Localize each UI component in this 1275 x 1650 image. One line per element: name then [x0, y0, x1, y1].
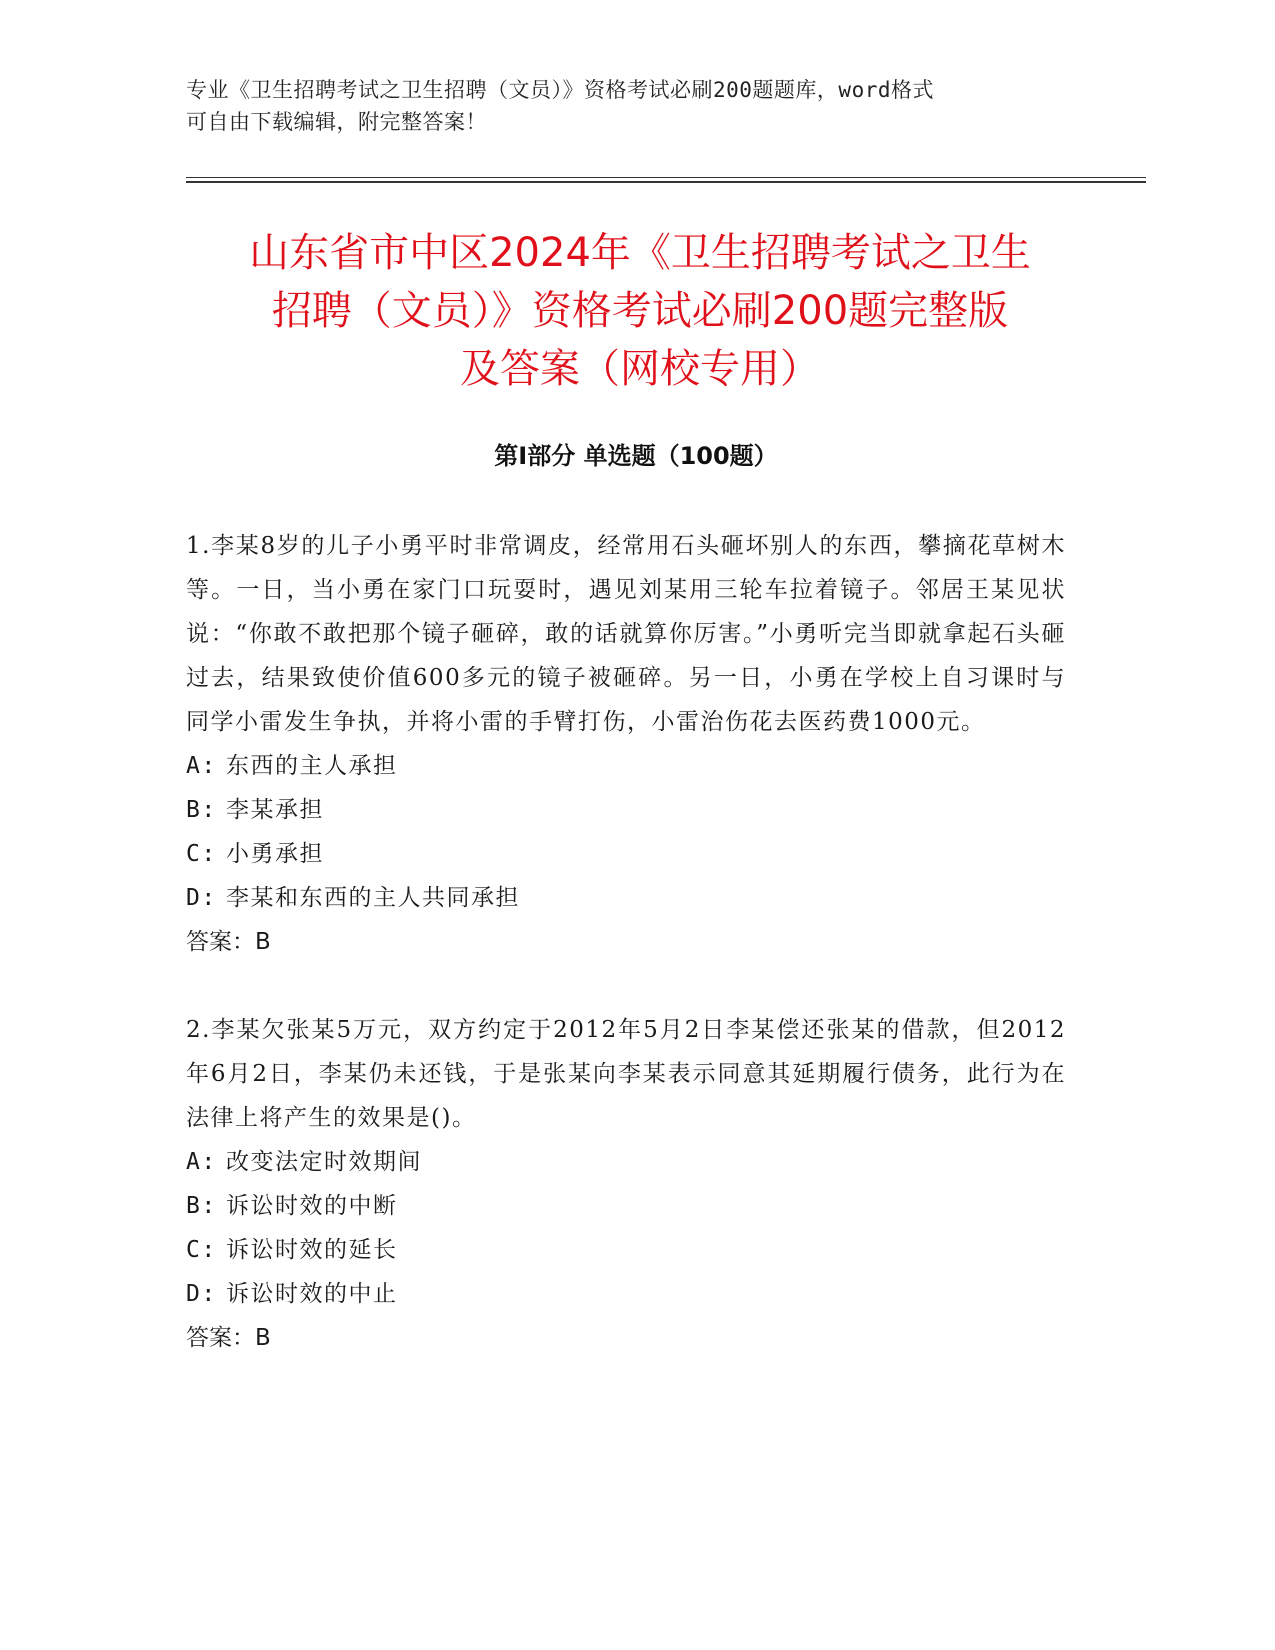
option-a: [186, 744, 1066, 788]
option-d: [186, 876, 1066, 920]
option-text: 李某和东西的主人共同承担: [226, 885, 520, 911]
answer-line: 答案：B: [186, 929, 271, 955]
option-key: D:: [186, 1281, 217, 1307]
answer-line: 答案：B: [186, 1325, 271, 1351]
header-rule-thick: [186, 181, 1146, 183]
option-text: 改变法定时效期间: [226, 1149, 422, 1175]
option-text: 诉讼时效的中断: [226, 1193, 398, 1219]
option-key: B:: [186, 797, 217, 823]
option-text: 诉讼时效的延长: [226, 1237, 398, 1263]
question-stem: 2.李某欠张某5万元，双方约定于2012年5月2日李某偿还张某的借款，但2012年6月2日，李某仍未还钱，于是张某向李某表示同意其延期履行债务，此行为在法律上将产生的效果是()。: [186, 1017, 1066, 1131]
question-2: [186, 1008, 1066, 1360]
document-title: [170, 224, 1110, 398]
header-rule-thin: [186, 177, 1146, 178]
header-note: [186, 74, 1066, 138]
option-b: [186, 1184, 1066, 1228]
option-text: 诉讼时效的中止: [226, 1281, 398, 1307]
option-key: C:: [186, 841, 217, 867]
option-d: [186, 1272, 1066, 1316]
option-key: A:: [186, 1149, 217, 1175]
option-key: D:: [186, 885, 217, 911]
question-list: [186, 524, 1066, 1404]
option-b: [186, 788, 1066, 832]
option-a: [186, 1140, 1066, 1184]
option-key: A:: [186, 753, 217, 779]
question-stem: 1.李某8岁的儿子小勇平时非常调皮，经常用石头砸坏别人的东西，攀摘花草树木等。一日，当小勇在家门口玩耍时，遇见刘某用三轮车拉着镜子。邻居王某见状说：“你敢不敢把那个镜子砸碎，敢的话就算你厉害。”小勇听完当即就拿起石头砸过去，结果致使价值600多元的镜子被砸碎。另一日，小勇在学校上自习课时与同学小雷发生争执，并将小雷的手臂打伤，小雷治伤花去医药费1000元。: [186, 533, 1066, 735]
question-1: [186, 524, 1066, 964]
option-text: 小勇承担: [226, 841, 324, 867]
option-c: [186, 832, 1066, 876]
document-title-line-1: 山东省市中区2024年《卫生招聘考试之卫生: [249, 230, 1031, 276]
option-key: B:: [186, 1193, 217, 1219]
option-text: 东西的主人承担: [226, 753, 398, 779]
option-c: [186, 1228, 1066, 1272]
option-text: 李某承担: [226, 797, 324, 823]
header-note-line-2: 可自由下载编辑，附完整答案！: [186, 110, 487, 134]
option-key: C:: [186, 1237, 217, 1263]
document-title-line-2: 招聘（文员）》资格考试必刷200题完整版: [271, 288, 1009, 334]
header-note-line-1: 专业《卫生招聘考试之卫生招聘（文员）》资格考试必刷200题题库，word格式: [186, 78, 934, 102]
document-title-line-3: 及答案（网校专用）: [460, 346, 820, 392]
section-heading: 第Ⅰ部分 单选题（100题）: [494, 442, 778, 470]
